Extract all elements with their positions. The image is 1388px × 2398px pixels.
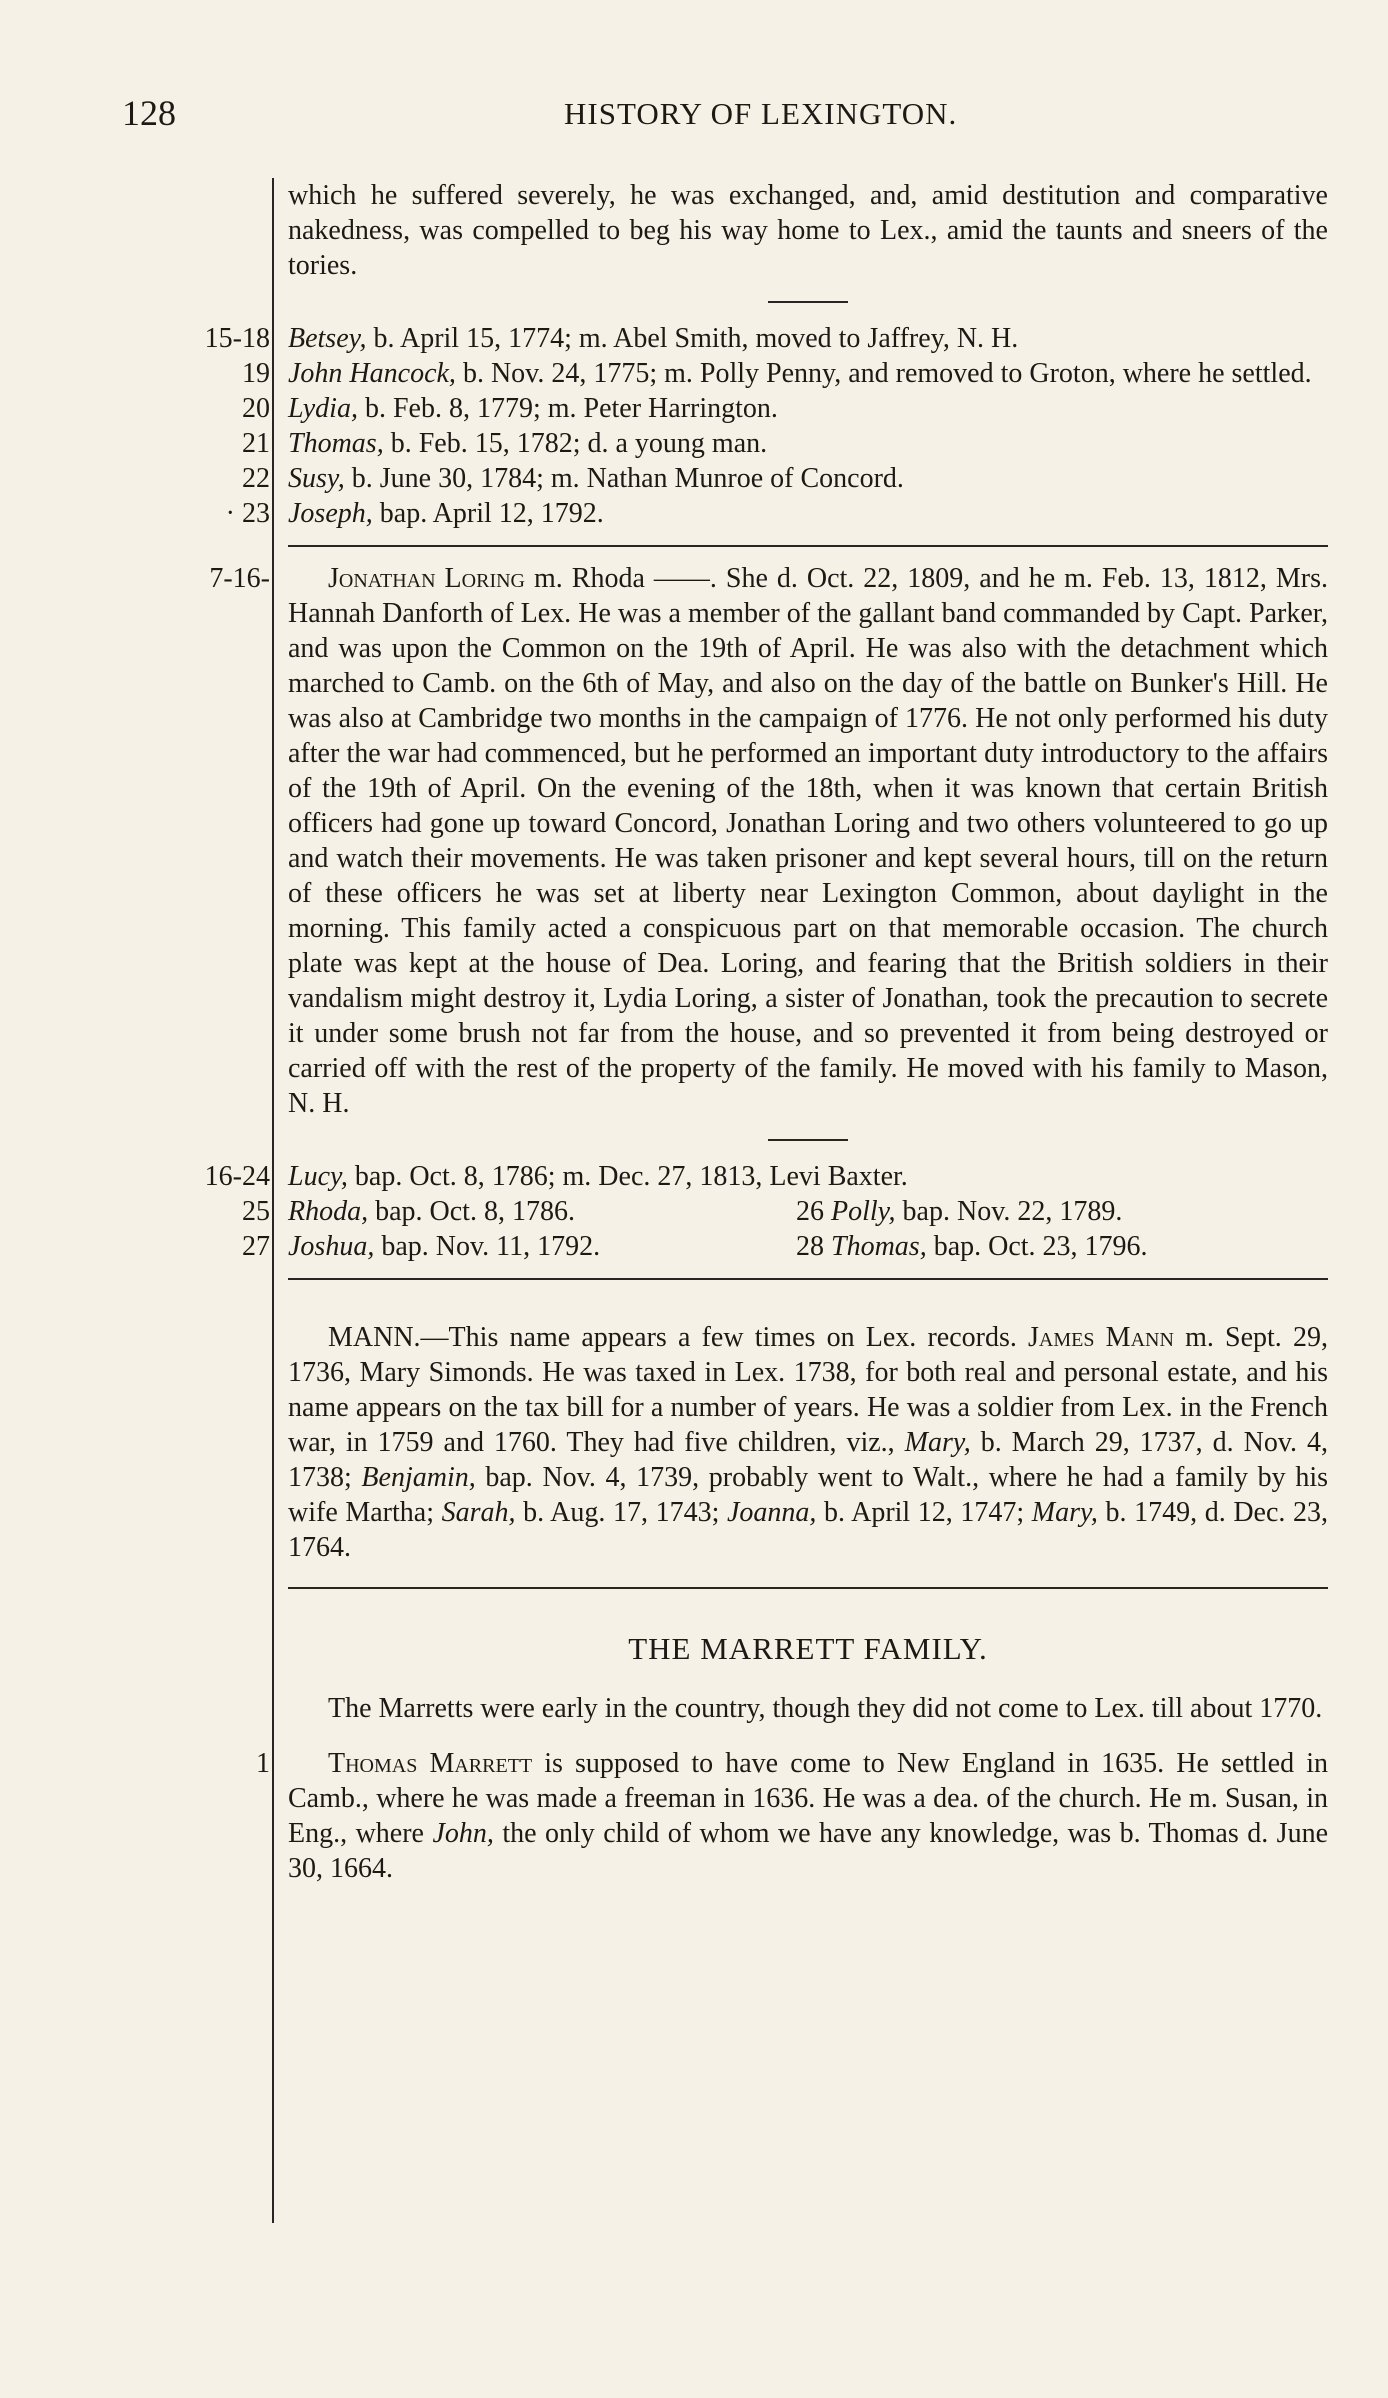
person-name: Sarah, — [441, 1497, 516, 1528]
person-name: John Hancock, — [288, 358, 456, 389]
entry-text: m. Rhoda ——. She d. Oct. 22, 1809, and he m. Feb. 13, 1812, Mrs. Hannah Danforth of Lex. He was a member of the gallant band commanded by Capt. Parker, and was upon the Common on the 19th of April. He was also with the detachment which marched to Camb. on the 6th of May, and also on the day of the battle on Bunker's Hill. He was also at Cambridge two months in the campaign of 1776. He not only performed his duty after the war had commenced, but he performed an important duty introductory to the affairs of the 19th of April. On the evening of the 18th, when it was known that certain British officers had gone up toward Concord, Jonathan Loring and two others volunteered to go up and watch their movements. He was taken prisoner and kept several hours, till on the return of these officers he was set at liberty near Lexington Common, about daylight in the morning. This family acted a conspicuous part on that memorable occasion. The church plate was kept at the house of Dea. Loring, and fearing that the British soldiers in their vandalism might destroy it, Lydia Loring, a sister of Jonathan, took the precaution to secrete it under some brush not far from the house, and so prevented it from being destroyed or carried off with the rest of the property of the family. He moved with his family to Mason, N. H. — [288, 563, 1329, 1119]
person-name: Thomas, — [288, 428, 384, 459]
entry-row — [204, 1159, 1328, 1194]
section-divider — [288, 545, 1328, 547]
ref-number: 27 — [242, 1231, 270, 1262]
ref-number: 1 — [256, 1748, 270, 1779]
ref-number: · 23 — [225, 498, 270, 529]
mann-paragraph — [288, 1320, 1328, 1565]
ref-number: 15-18 — [204, 323, 270, 354]
person-name: Lucy, — [288, 1161, 348, 1192]
entry-text: b. Feb. 8, 1779; m. Peter Harrington. — [357, 393, 778, 424]
person-name: Benjamin, — [361, 1462, 476, 1493]
entry-row — [242, 356, 1328, 391]
children-list-1 — [204, 321, 1328, 531]
ref-number: 7-16- — [209, 563, 270, 594]
ref-number: 20 — [242, 393, 270, 424]
section-divider — [288, 1587, 1328, 1589]
family-heading: THE MARRETT FAMILY. — [628, 1631, 988, 1666]
person-name-smallcaps: James Mann — [1028, 1322, 1174, 1353]
ref-number: 28 — [796, 1231, 831, 1262]
entry-text: bap. Nov. 4, 1739, probably went to Walt., where he had a family by his wife Martha; — [288, 1462, 1328, 1528]
entry-text: b. April 12, 1747; — [816, 1497, 1032, 1528]
entry-text: is supposed to have come to New England in 1635. He settled in Camb., where he was made a freeman in 1636. He was a dea. of the church. He m. Susan, in Eng., where — [288, 1748, 1328, 1849]
children-list-2 — [204, 1159, 1328, 1264]
page-number: 128 — [122, 93, 176, 133]
short-divider — [768, 301, 848, 303]
ref-number: 21 — [242, 428, 270, 459]
entry-row — [225, 496, 1328, 531]
entry-text: MANN.—This name appears a few times on Lex. records. — [328, 1322, 1029, 1353]
person-name: Joseph, — [288, 498, 373, 529]
entry-row — [242, 461, 1328, 496]
continued-paragraph: which he suffered severely, he was exchanged, and, amid destitution and comparative nakedness, was compelled to beg his way home to Lex., amid the taunts and sneers of the tories. — [288, 180, 1328, 281]
margin-rule — [272, 178, 274, 2223]
entry-row — [242, 1194, 1328, 1229]
person-name: Susy, — [288, 463, 345, 494]
entry-row — [204, 321, 1328, 356]
person-name: Betsey, — [288, 323, 367, 354]
entry-text: bap. Nov. 11, 1792. — [374, 1231, 601, 1262]
entry-text: m. Sept. 29, 1736, Mary Simonds. He was taxed in Lex. 1738, for both real and personal estate, and his name appears on the tax bill for a number of years. He was a soldier from Lex. in the French war, in 1759 and 1760. They had five children, viz., — [288, 1322, 1328, 1458]
person-name-smallcaps: Thomas Marrett — [328, 1748, 533, 1779]
running-title: HISTORY OF LEXINGTON. — [564, 96, 958, 131]
loring-entry — [209, 561, 1329, 1121]
entry-text: b. Aug. 17, 1743; — [515, 1497, 727, 1528]
person-name: Rhoda, — [288, 1196, 369, 1227]
entry-text: b. 1749, d. Dec. 23, 1764. — [288, 1497, 1329, 1563]
entry-text: bap. Oct. 23, 1796. — [926, 1231, 1148, 1262]
short-divider — [768, 1139, 848, 1141]
page-header — [0, 92, 1388, 152]
entry-text: bap. Oct. 8, 1786; m. Dec. 27, 1813, Levi Baxter. — [347, 1161, 908, 1192]
entry-row — [242, 426, 1328, 461]
entry-row — [242, 391, 1328, 426]
person-name: Joshua, — [288, 1231, 375, 1262]
entry-text: b. March 29, 1737, d. Nov. 4, 1738; — [288, 1427, 1328, 1493]
entry-text: the only child of whom we have any knowledge, was b. Thomas d. June 30, 1664. — [288, 1818, 1328, 1884]
page-body — [204, 178, 1329, 1886]
entry-text: bap. Nov. 22, 1789. — [895, 1196, 1123, 1227]
ref-number: 16-24 — [204, 1161, 270, 1192]
entry-text: b. Nov. 24, 1775; m. Polly Penny, and removed to Groton, where he settled. — [455, 358, 1312, 389]
ref-number: 25 — [242, 1196, 270, 1227]
marrett-intro: The Marretts were early in the country, though they did not come to Lex. till about 1770. — [328, 1693, 1323, 1724]
person-name: Polly, — [831, 1196, 896, 1227]
entry-text: bap. Oct. 8, 1786. — [368, 1196, 575, 1227]
entry-row — [242, 1229, 1328, 1264]
person-name-smallcaps: Jonathan Loring — [328, 563, 525, 594]
entry-text: b. April 15, 1774; m. Abel Smith, moved to Jaffrey, N. H. — [366, 323, 1019, 354]
entry-text: bap. April 12, 1792. — [372, 498, 604, 529]
ref-number: 22 — [242, 463, 270, 494]
section-divider — [288, 1278, 1328, 1280]
person-name: Joanna, — [727, 1497, 817, 1528]
person-name: Mary, — [904, 1427, 971, 1458]
person-name: Thomas, — [831, 1231, 927, 1262]
ref-number: 26 — [796, 1196, 831, 1227]
person-name: Mary, — [1031, 1497, 1098, 1528]
person-name: John, — [432, 1818, 494, 1849]
person-name: Lydia, — [288, 393, 358, 424]
marrett-entry — [256, 1746, 1328, 1886]
ref-number: 19 — [242, 358, 270, 389]
entry-text: b. June 30, 1784; m. Nathan Munroe of Concord. — [344, 463, 904, 494]
entry-text: b. Feb. 15, 1782; d. a young man. — [383, 428, 768, 459]
